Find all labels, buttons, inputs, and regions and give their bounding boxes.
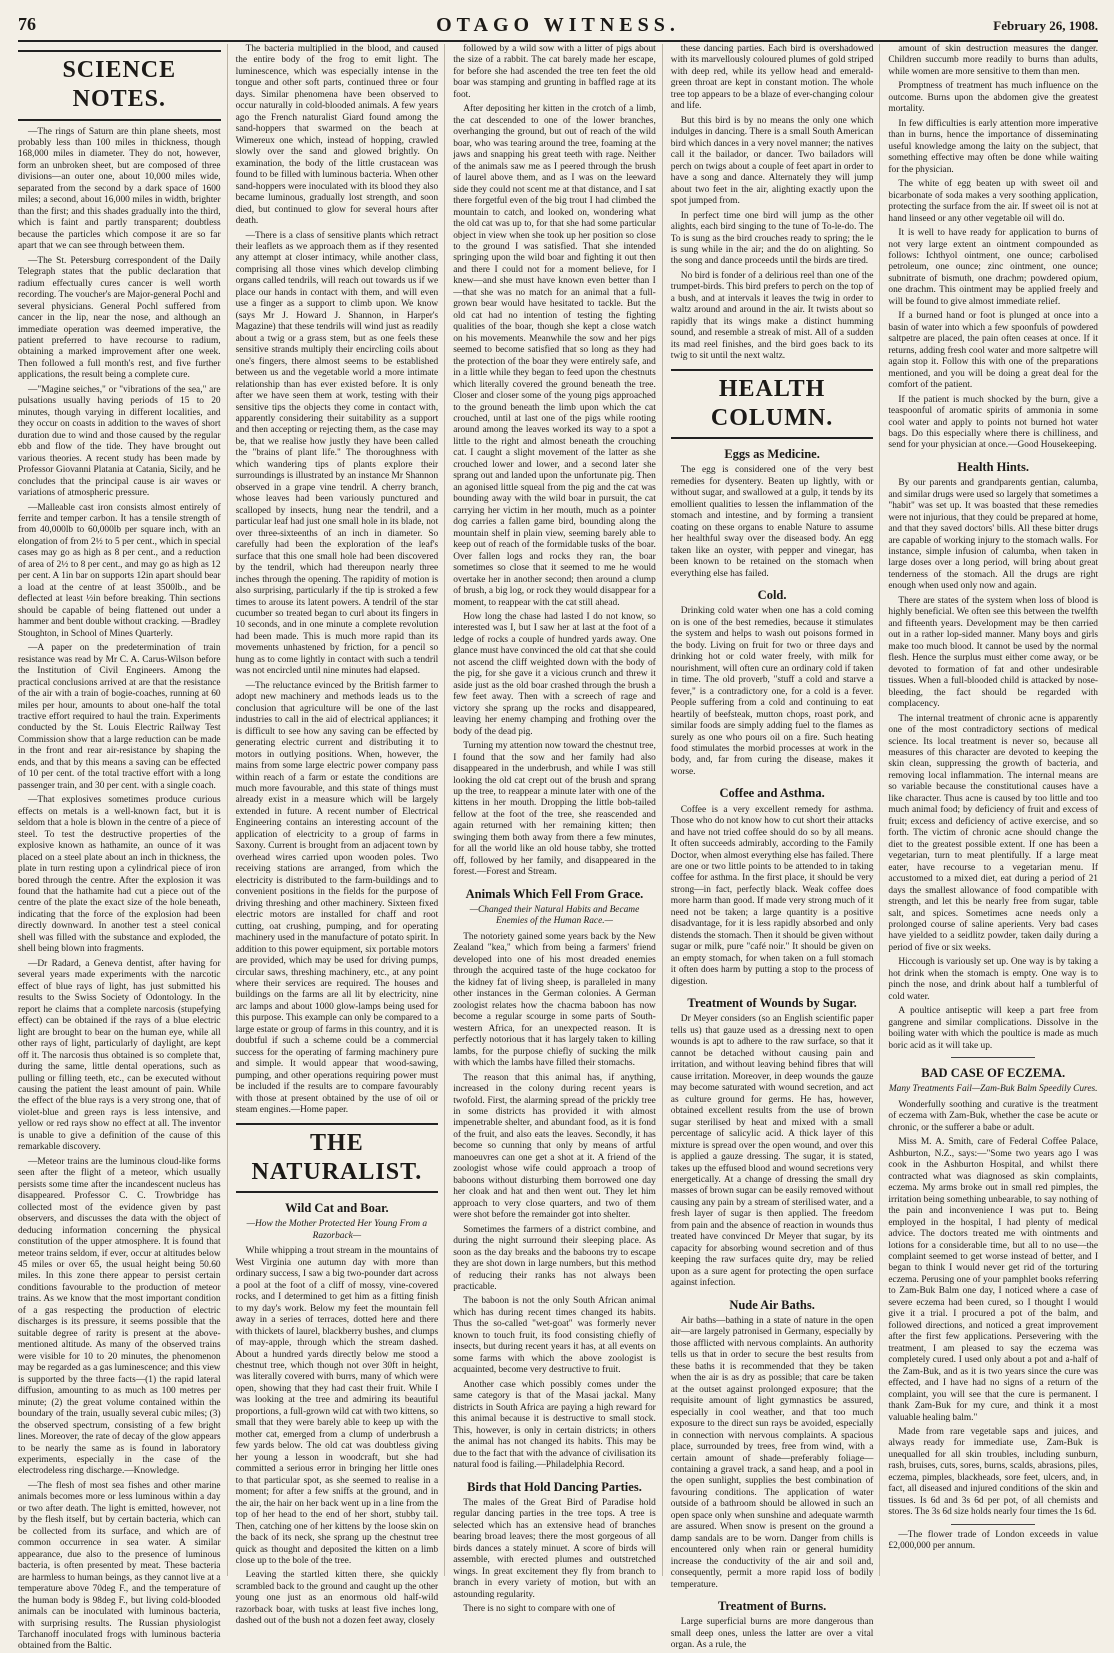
article-paragraph: —The reluctance evinced by the British farmer to adopt new machinery and methods leads us to the conclusion that agriculture will be one of the last industries to call in the aid of electrical appliances; it is difficult to see how any saving can be effected by generating electric current and distributing it to motors in outlying positions. When, however, the mains from some large electric power company pass within reach of a farm or estate the conditions are much more favourable, and this state of things must already exist in a measure which will be largely extended in future. A recent number of Electrical Engineering contains an interesting account of the application of electricity to a group of farms in Saxony. Current is brought from an adjacent town by overhead wires carried upon wooden poles. Two receiving stations are arranged, from which the electricity is distributed to the farm-buildings and to convenient positions in the fields for the purpose of driving threshing and other machinery. Sixteen fixed electric motors are installed for chaff and root cutting, oat crushing, pumping, and for operating machinery used in the manufacture of potato spirit. In addition to this power equipment, six portable motors are provided, which may be used for driving pumps, circular saws, threshing machinery, etc., at any point where their services are required. The houses and buildings on the farms are all lit by electricity, nine arc lamps and about 1000 glow-lamps being used for this purpose. This example can only be compared to a large estate or group of farms in this country, and it is doubtful if such a scheme could be a commercial success for the operating of farming machinery pure and simple. It would appear that wood-sawing, pumping, and other operations requiring power must be included if the results are to compare favourably with those at present obtained by the use of oil or steam engines.—Home paper. (235, 680, 439, 1116)
article-title: Eggs as Medicine. (724, 447, 820, 462)
section-divider (951, 1057, 1035, 1058)
article-title: Nude Air Baths. (729, 1297, 815, 1312)
article-paragraph: Wonderfully soothing and curative is the treatment of eczema with Zam-Buk, whether the case be acute or chronic, or the sufferer a babe or adult. (888, 1099, 1098, 1133)
article-paragraph: The reason that this animal has, if anything, increased in the colony during recent years is twofold. First, the alarming spread of the prickly tree in some districts has provided it with almost impenetrable shelter, and abundant food, as it is fond of the fruit, and also eats the leaves. Secondly, it has become so cunning that only by means of artful manoeuvres can one get a shot at it. A friend of the zoologist whose wife could approach a troop of baboons without disturbing them borrowed one day her cloak and hat and then went out. They let him approach to very close quarters, and two of them were shot before the remainder got into shelter. (453, 1072, 656, 1221)
newspaper-column (235, 44, 446, 1627)
article-paragraph: Promptness of treatment has much influence on the outcome. Burns upon the abdomen give the greatest mortality. (888, 81, 1098, 115)
article-paragraph: Coffee is a very excellent remedy for asthma. Those who do not know how to cut short their attacks and have not tried coffee should do so by all means. It often succeeds admirably, according to the Family Doctor, when almost everything else has failed. There are one or two little points to be attended to in taking coffee for asthma. In the first place, it should be very strong—in fact, perfectly black. Weak coffee does more harm than good. If made very strong much of it need not be taken; a large quantity is a positive disadvantage, for it is less rapidly absorbed and only distends the stomach. Then it should be given without sugar or milk, pure "café noir." It should be given on an empty stomach, for when taken on a full stomach it often does harm by putting a stop to the process of digestion. (670, 804, 874, 987)
article-paragraph: Dr Meyer considers (so an English scientific paper tells us) that gauze used as a dressing next to open wounds is apt to adhere to the raw surface, so that it cannot be detached without causing pain and irritation, and without leaving behind fibres that will cause irritation. Moreover, in deep wounds the gauze may become saturated with wound secretion, and act as culture ground for germs. He has, however, obtained excellent results from the use of brown sugar sterilised by heat and mixed with a small percentage of salicylic acid. A thick layer of this mixture is spread over the open wound, and over this is applied a gauze dressing. The sugar, it is stated, takes up the effused blood and wound secretions very energetically. At a change of dressing the small dry masses of brown sugar can be easily removed without causing any pain by a stream of sterilised water, and a fresh layer of sugar is then applied. The freedom from pain and the absence of reaction in wounds thus treated have convinced Dr Meyer that sugar, by its capacity for absorbing wound secretion and of thus keeping the raw surfaces quite dry, may be relied upon as a sure agent for protecting the open surface against infection. (670, 1014, 874, 1289)
newspaper-columns (18, 44, 1098, 1652)
article-paragraph: Hiccough is variously set up. One way is by taking a hot drink when the stomach is empty. One way is to pinch the nose, and drink about half a tumblerful of cold water. (888, 957, 1098, 1002)
article-paragraph: Air baths—bathing in a state of nature in the open air—are largely patronised in Germany, especially by those afflicted with nervous complaints. An authority tells us that in order to secure the best results from these baths it is recommended that they be taken when the air is as dry as possible; that care be taken at the outset against prolonged exposure; that the requisite amount of light gymnastics be assured, especially in cool weather, and that too much exposure to the direct sun rays be avoided, especially in connection with nervous complaints. A spacious place, surrounded by trees, free from wind, with a certain amount of shade—preferably foliage—containing a gravel track, a sand heap, and a pool in the open sunlight, supplies the best combination of favouring conditions. The application of water outside of a bathroom should be allowed in such an open space only when sunshine and adequate warmth are assured. When snow is present on the ground a damp sandals are to be worn. Danger from chills is encountered only when rain or general humidity increase the conductivity of the air and soil and, consequently, permit a more rapid loss of bodily temperature. (670, 1315, 874, 1590)
article-paragraph: A poultice antiseptic will keep a part free from gangrene and similar complications. Dissolve in the boiling water with which the poultice is made as much boric acid as it will take up. (888, 1006, 1098, 1051)
article-paragraph: Leaving the startled kitten there, she quickly scrambled back to the ground and caught up the other young one just as an enormous old half-wild razorback boar, with tusks at least five inches long, dashed out of the bush not a dozen feet away, closely (235, 1570, 439, 1627)
article-paragraph: It is well to have ready for application to burns of not very large extent an ointment compounded as follows: Ichthyol ointment, one ounce; carbolised petroleum, one ounce; zinc ointment, one ounce; subnitrate of bismuth, one drachm; powdered opium, one drachm. This ointment may be applied freely and will be found to give almost immediate relief. (888, 228, 1098, 307)
article-title: Wild Cat and Boar. (285, 1201, 389, 1216)
article-paragraph: Sometimes the farmers of a district combine, and during the night surround their sleeping place. As soon as the day breaks and the baboons try to escape they are shot down in large numbers, but this method of reducing their ranks has not always been practicable. (453, 1224, 656, 1292)
article-paragraph: While whipping a trout stream in the mountains of West Virginia one autumn day with more than ordinary success, I saw a big two-pounder dart across a pool at the foot of a cliff of mossy, vine-covered rocks, and I determined to get him as a fitting finish to my day's work. Below my feet the mountain fell away in a series of terraces, dotted here and there with thickets of laurel, blackberry bushes, and clumps of may-apple, through which the stream dashed. About a hundred yards directly below me stood a chestnut tree, which though not over 30ft in height, was literally covered with burrs, many of which were open, showing that they had cast their fruit. While I was looking at the tree and admiring its beautiful proportions, a full-grown wild cat with two kittens, so small that they were barely able to keep up with the mother cat, emerged from a clump of underbrush a few yards below. The old cat was doubtless giving her young a lesson in woodcraft, but she had committed a serious error in bringing her little ones to that particular spot, as she seemed to realise in a moment; for after a few sniffs at the ground, and in the air, the hair on her back went up in a line from the top of her head to the end of her short, stubby tail. Then, catching one of her kittens by the loose skin on the back of its neck, she sprang up the chestnut tree quick as thought and deposited the kitten on a limb close up to the bole of the tree. (235, 1246, 439, 1566)
article-paragraph: —The flower trade of London exceeds in value £2,000,000 per annum. (888, 1529, 1098, 1552)
article-title: Animals Which Fell From Grace. (465, 886, 644, 901)
issue-date: February 26, 1908. (993, 18, 1098, 33)
article-paragraph: The notoriety gained some years back by the New Zealand "kea," which from being a farmers' friend developed into one of his most dreaded enemies through the acquired taste of the huge cockatoo for the kidney fat of living sheep, is paralleled in many other instances in the German colonies. A German zoologist relates how the chacma baboon has now become a regular scourge in some parts of South-western Africa, for an unexpected reason. It is perfectly notorious that it has largely taken to killing lambs, for the purpose chiefly of sucking the milk with which the lambs have filled their stomachs. (453, 931, 656, 1069)
article-title: Treatment of Wounds by Sugar. (687, 996, 857, 1011)
newspaper-column (670, 44, 881, 1651)
section-divider (951, 1524, 1035, 1525)
article-paragraph: The egg is considered one of the very best remedies for dysentery. Beaten up lightly, with or without sugar, and swallowed at a gulp, it tends by its emollient qualities to lessen the inflammation of the stomach and intestine, and by forming a transient coating on these organs to enable Nature to assume her healthful sway over the diseased body. An egg taken like an oyster, with pepper and vinegar, has been known to be retained on the stomach when everything else has failed. (670, 465, 874, 579)
article-paragraph: these dancing parties. Each bird is overshadowed with its marvellously coloured plumes of gold striped with deep red, while its yellow head and emerald-green throat are kept in constant motion. The whole tree top appears to be a blaze of ever-changing colour and life. (670, 44, 874, 112)
masthead (18, 14, 1098, 42)
article-paragraph: There are states of the system when loss of blood is highly beneficial. We often see this between the twelfth and fifteenth years. Development may be then carried out in a rather lop-sided manner. Many boys and girls make too much blood. It cannot be used by the normal flesh. Hence the surplus must either come away, or be devoted to formation of fat and other undesirable tissues. When a full-blooded child is attacked by nose-bleeding, the fact should be regarded with complacency. (888, 595, 1098, 710)
page-number: 76 (18, 14, 36, 34)
article-paragraph: How long the chase had lasted I do not know, so interested was I, but I saw her at last at the foot of a ledge of rocks a couple of hundred yards away. One glance must have convinced the old cat that she could not ascend the cliff weighted down with the body of the pig, for she gave it a vicious crunch and threw it aside just as the old boar crashed through the brush a few feet away. Then with a screech of rage and victory she sprang up the rocks and disappeared, leaving her enemy champing and frothing over the body of the dead pig. (453, 611, 656, 737)
article-paragraph: Miss M. A. Smith, care of Federal Coffee Palace, Ashburton, N.Z., says:—"Some two years ago I was cook in the Ashburton Hospital, and whilst there contracted what was diagnosed as skin complaints, eczema. My arms broke out in small red pimples, the irritation being something unbearable, to say nothing of the pain and inconvenience I was put to. Being employed in the hospital, I had plenty of medical advice. The doctors treated me with ointments and lotions for a considerable time, but all to no use—the complaint seemed to get worse instead of better, and I began to think I would never get rid of the torturing eczema. Perusing one of your pamphlet books referring to Zam-Buk Balm one day, I noticed where a case of severe eczema had been cured, so I thought I would give it a trial. I procured a pot of the balm, and followed directions, and noticed a great improvement after the first few applications. Persevering with the treatment, I am pleased to say the eczema was completely cured. I used only about a pot and a-half of the Zam-Buk, and as it is two years since the cure was effected, and I have had no signs of a return of the complaint, you will see that the cure is permanent. I thank Zam-Buk for my cure, and think it a most valuable healing balm." (888, 1137, 1098, 1423)
article-paragraph: Another case which possibly comes under the same category is that of the Masai jackal. Many districts in South Africa are paying a high reward for this animal because it is destructive to small stock. This, however, is only in certain districts; in others the animal has not changed its habits. This may be due to the fact that with the advance of civilisation its natural food is failing.—Philadelphia Record. (453, 1379, 656, 1471)
article-paragraph: In perfect time one bird will jump as the other alights, each bird singing to the tune of To-le-do. The To is sung as the bird crouches ready to spring; the le is sung while in the air; and the do on alighting. So the song and dance proceeds until the birds are tired. (670, 210, 874, 267)
article-paragraph: The internal treatment of chronic acne is apparently one of the most contradictory sections of medical science. Its local treatment is never so, because all measures of this character are devoted to keeping the skin clean, suppressing the growth of bacteria, and removing local inflammation. The internal means are so variable because the constitutional causes have a like character. Thus acne is caused by too little and too much animal food; by deficiency of fruit and excess of fruit; excess and deficiency of active exercise, and so forth. The victim of chronic acne should change the diet to the greatest possible extent. If one has been a vegetarian, turn to meat plentifully. If a large meat eater, have recourse to a vegetarian menu. If accustomed to a mixed diet, eat during a period of 21 days the smallest allowance of food compatible with strength, and let this be nearly free from sugar, table salt, and spices. Sometimes acne needs only a prolonged course of saline aperients. Very bad cases have yielded to a seidlitz powder, taken daily during a period of five or six weeks. (888, 713, 1098, 953)
section-heading: HEALTH COLUMN. (671, 369, 874, 440)
article-subtitle: Many Treatments Fail—Zam-Buk Balm Speedily Cures. (888, 1084, 1098, 1095)
article-paragraph: —Meteor trains are the luminous cloud-like forms seen after the flight of a meteor, which usually persists some time after the incandescent nucleus has disappeared. Professor C. C. Trowbridge has collected most of the evidence given by past observers, and discusses the data with the object of deducing information concerning the physical constitution of the upper atmosphere. It is found that meteor trains seldom, if ever, occur at altitudes below 45 miles or over 65, the usual height being 50.60 miles. In this zone there appear to persist certain conditions favourable to the production of meteor trains. As we know that the most important condition of a gas respecting the production of electric discharges is its pressure, it seems possible that the suitable degree of rarity is present at the above-mentioned altitude. As many of the observed trains were visible for 10 to 20 minutes, the phenomenon may be regarded as a gas luminescence; and this view is supported by the three facts—(1) the rapid lateral diffusion, amounting to as much as 100 metres per minute; (2) the great volume contained within the boundary of the train, usually several cubic miles; (3) the observed spectrum, consisting of a few bright lines. Moreover, the rate of decay of the glow appears to be nearly the same as is found in laboratory experiments, especially in the case of the electrodeless ring discharge.—Knowledge. (18, 1156, 221, 1477)
article-paragraph: Drinking cold water when one has a cold coming on is one of the best remedies, because it stimulates the system and helps to wash out poisons formed in the body. Living on fruit for two or three days and drinking hot or cold water freely, with milk for nourishment, will often cure an ordinary cold if taken in time. The old proverb, "stuff a cold and starve a fever," is a contradictory one, for a cold is a fever. People suffering from a cold and continuing to eat heartily of beefsteak, mutton chops, roast pork, and similar foods are simply adding fuel to the flames as surely as one who pours oil on a fire. Such heating food stimulates the morbid processes at work in the body, and, far from curing the disease, makes it worse. (670, 606, 874, 777)
article-paragraph: —That explosives sometimes produce curious effects on metals is a well-known fact, but it is seldom that a hole is blown in the centre of a piece of steel. To test the destructive properties of the explosive known as hathamite, an ounce of it was placed on a steel plate about an inch in thickness, the plate in turn resting upon a cylindrical piece of iron bored through the centre. After the explosion it was found that the hathamite had cut a piece out of the centre of the plate the exact size of the hole beneath, indicating that the force of the explosion had been directly downward. In another test a steel conical shell was filled with the substance and exploded, the shell being blown into fragments. (18, 795, 221, 955)
article-paragraph: The males of the Great Bird of Paradise hold regular dancing parties in the tree tops. A tree is selected which has an extensive head of branches bearing broad leaves; there the most gorgeous of all birds dances a stately minuet. A score of birds will assemble, with erected plumes and outstretched wings. In great excitement they fly from branch to branch in every variety of motion, but with an astounding regularity. (453, 1497, 656, 1600)
article-paragraph: By our parents and grandparents gentian, calumba, and similar drugs were used so largely that sometimes a "habit" was set up. It was boasted that these remedies were not injurious, that they could be prepared at home, and that they saved doctors' bills. All these bitter drugs are capable of working injury to the stomach walls. For instance, simple infusion of calumba, when taken in large doses over a long period, will bring about great tenderness of the stomach. All the drugs are right enough when used only now and again. (888, 478, 1098, 592)
article-title: Cold. (757, 588, 787, 603)
article-paragraph: There is no sight to compare with one of (463, 1603, 616, 1614)
article-title: Coffee and Asthma. (719, 786, 825, 801)
article-subtitle: —How the Mother Protected Her Young From a Razorback— (246, 1219, 428, 1241)
article-paragraph: —"Magine seiches," or "vibrations of the sea," are pulsations usually having periods of 15 to 20 minutes, though varying in different localities, and they occur on coasts in addition to the waves of short duration due to wind and those caused by the regular ebb and flow of the tide. They have brought out various theories. A recent study has been made by Professor Giovanni Platania at Catania, Sicily, and he concludes that the principal cause is air waves or variations of atmospheric pressure. (18, 384, 221, 499)
article-paragraph: amount of skin destruction measures the danger. Children succumb more readily to burns than adults, while women are more sensitive to them than men. (888, 44, 1098, 77)
article-paragraph: —The rings of Saturn are thin plane sheets, most probably less than 100 miles in thickness, though 168,000 miles in diameter. They do not, however, form an unbroken sheet, but are composed of three divisions—an outer one, about 10,000 miles wide, separated from the second by a dark space of 1600 miles; a second, about 16,000 miles in width, brighter than the first; and this shades gradually into the third, which is faint and partly transparent; doubtless because the particles which compose it are so far apart that we can see through between them. (18, 126, 221, 252)
article-subtitle: —Changed their Natural Habits and Became Enemies of the Human Race.— (469, 905, 640, 927)
article-title: BAD CASE OF ECZEMA. (921, 1066, 1066, 1081)
article-title: Birds that Hold Dancing Parties. (467, 1479, 642, 1494)
article-paragraph: After depositing her kitten in the crotch of a limb, the cat descended to one of the lower branches, overhanging the ground, but out of reach of the wild boar, who was tearing around the tree, foaming at the jaws and snapping his great teeth with rage. Neither of the animals saw me as I peered through the brush of laurel above them, and as I was on the leeward side they could not scent me at that distance, and I sat there forgetful even of the big trout I had climbed the mountain to catch, and looked on, wondering what the old cat was up to, for that she had some particular object in view when she took up her position so close to the ground I was satisfied. That she intended springing upon the wild boar and fighting it out then and there I could not for a moment believe, for I knew—and she must have known even better than I—that she was no match for an animal that a full-grown bear would have hesitated to tackle. But the old cat had no intention of testing the fighting qualities of the boar, though she kept a close watch on his movements. Meanwhile the sow and her pigs seemed to become satisfied that so long as they had the protection of the boar they were entirely safe, and in a little while they began to feed upon the chestnuts which literally covered the ground beneath the tree. Closer and closer some of the young pigs approached to the ground beneath the limb upon which the cat crouched, until at last one of the pigs while rooting around among the leaves worked its way to a spot a little to the right and almost beneath the crouching cat. I caught a slight movement of the latter as she crouched lower and lower, and a second later she sprang out and landed upon the unfortunate pig. Then an agonised little squeal from the pig and the cat was bounding away with the wild boar in pursuit, the cat carrying her victim in her mouth, much as a pointer dog carries a fallen game bird, bounding along the mountain shelf in plain view, seeming barely able to keep out of reach of the formidable tusks of the boar. Over fallen logs and rocks they ran, the boar sometimes so close that it seemed to me he would overtake her in another second; then around a clump of brush, a big log, or rock they would disappear for a moment, to reappear with the cat still ahead. (453, 104, 656, 608)
article-paragraph: Made from rare vegetable saps and juices, and always ready for immediate use, Zam-Buk is unequalled for all skin troubles, including sunburn, rash, bruises, cuts, sores, burns, scalds, abrasions, piles, eczema, pimples, blackheads, sore feet, ulcers, and, in fact, all diseased and injured conditions of the skin and tissues. Is 6d and 3s 6d per pot, of all chemists and stores. The 3s 6d size holds nearly four times the 1s 6d. (888, 1427, 1098, 1518)
article-paragraph: The bacteria multiplied in the blood, and caused the entire body of the frog to emit light. The luminescence, which was especially intense in the tongue and other soft parts, continued three or four days. Similar phenomena have been observed to occur naturally in cold-blooded animals. A few years ago the French naturalist Giard found among the sand-hoppers that swarmed on the beach at Wimereux one which, instead of hopping, crawled slowly over the sand and glowed brightly. On examination, the body of the little crustacean was found to be filled with luminous bacteria. When other sand-hoppers were inoculated with its blood they also became luminous, gradually lost strength, and soon died, but continued to glow for several hours after death. (235, 44, 439, 227)
article-title: Health Hints. (957, 459, 1029, 474)
newspaper-column (888, 44, 1098, 1576)
article-paragraph: The baboon is not the only South African animal which has during recent times changed its habits. Thus the so-called "wet-goat" was formerly never known to touch fruit, its food consisting chiefly of insects, but during recent years it has, at all events on some farms with which the above zoologist is acquainted, become very destructive to fruit. (453, 1296, 656, 1376)
newspaper-column (453, 44, 663, 1614)
article-paragraph: The white of egg beaten up with sweet oil and bicarbonate of soda makes a very soothing application, protecting the surface from the air. If sweet oil is not at hand linseed or any other vegetable oil will do. (888, 179, 1098, 224)
article-paragraph: In few difficulties is early attention more imperative than in burns, hence the importance of disseminating useful knowledge among the laity on the subject, that something effective may often be done while waiting for the physician. (888, 118, 1098, 175)
article-paragraph: If the patient is much shocked by the burn, give a teaspoonful of aromatic spirits of ammonia in some cool water and apply to points not burned hot water bags. Do this especially where there is chilliness, and send for your physician at once.—Good Housekeeping. (888, 394, 1098, 451)
article-title: Treatment of Burns. (717, 1599, 827, 1614)
article-paragraph: —Malleable cast iron consists almost entirely of ferrite and temper carbon. It has a tensile strength of from 40,000lb to 60,000lb per square inch, with an elongation of from 2½ to 5 per cent., which in special cases may go as high as 8 per cent., and a reduction of area of 2½ to 8 per cent., and may go as high as 12 per cent. A 1in bar on supports 12in apart should bear a load at the centre of at least 3500lb., and be deflected at least ½in before breaking. Thin sections should be capable of being flattened out under a hammer and bent double without cracking. —Bradley Stoughton, in School of Mines Quarterly. (18, 502, 221, 639)
article-paragraph: Large superficial burns are more dangerous than small deep ones, unless the latter are over a vital organ. As a rule, the (670, 1617, 874, 1651)
section-heading: THE NATURALIST. (236, 1123, 439, 1194)
article-paragraph: —There is a class of sensitive plants which retract their leaflets as we approach them as if they resented any attempt at closer intimacy, while another class, comprising all those vines which develop climbing organs called tendrils, will reach out towards us if we place our hands in contact with them, and will even use a finger as a support to climb upon. We know (says Mr J. Howard J. Shannon, in Harper's Magazine) that these tendrils will wind just as readily about a twig or a grass stem, but as one feels these sensitive strands multiply their encircling coils about one's fingers, there almost seems to be established between us and the vegetable world a more intimate relationship than has ever existed before. It is only after we have seen them at work, testing with their sensitive tips the objects they come in contact with, apparently considering their suitability as a support and then accepting or rejecting them, as the case may be, that we realise how justly they have been called the "brains of plant life." The thoroughness with which wandering tips of plants explore their surroundings is illustrated by an instance Mr Shannon observed in a grape vine tendril. A cherry branch, whose leaves had been variously punctured and scalloped by insects, hung near the tendril, and a particular leaf had just one small hole in its blade, not over three-sixteenths of an inch in diameter. So carefully had been the exploration of the leaf's surface that this one small hole had been discovered by the tendril, which had thereupon nearly three inches through the opening. The rapidity of motion is also surprising, particularly if the tip is stroked a few times to arouse its latent powers. A tendril of the star cucumber so treated began to curl about its fingers in 10 seconds, and in one minute a complete revolution had been made. This is much more rapid than its movements unhastened by friction, for a pencil so hung as to come lightly in contact with such a tendril was not encircled until nine minutes had elapsed. (235, 230, 439, 677)
article-paragraph: No bird is fonder of a delirious reel than one of the trumpet-birds. This bird prefers to perch on the top of a bush, and at intervals it leaves the twig in order to waltz around and around in the air. It twists about so rapidly that its wings make a distinct humming sound, and resemble a streak of mist. All of a sudden its mad reel finishes, and the bird goes back to its twig to sit until the next waltz. (670, 270, 874, 362)
article-paragraph: Turning my attention now toward the chestnut tree, I found that the sow and her family had also disappeared in the underbrush, and while I was still looking the old cat crept out of the brush and sprang up the tree, to reappear a minute later with one of the kittens in her mouth. Dropping the little bob-tailed fellow at the foot of the tree, she reascended and again returned with her remaining kitten; then swinging them both away from there a few minutes, for all the world like an old house tabby, she trotted off, followed by her family, and disappeared in the forest.—Forest and Stream. (453, 741, 656, 878)
article-paragraph: But this bird is by no means the only one which indulges in dancing. There is a small South American bird which dances in a very novel manner; the natives call it the bailador, or dancer. Two bailadors will perch on twigs about a couple of feet apart in order to have a song and dance. Alternately they will jump about two feet in the air, alighting exactly upon the spot jumped from. (670, 115, 874, 207)
article-paragraph: —Dr Radard, a Geneva dentist, after having for several years made experiments with the narcotic effect of blue rays of light, has just submitted his results to the Swiss Society of Odontology. In the report he claims that a complete narcosis (stupefying effect) can be obtained if the rays of a blue electric light are brought to bear on the human eye, while all other rays of light, particularly of daylight, are kept off it. The narcosis thus obtained is so complete that, during the same, little dental operations, such as pulling or filling teeth, etc., can be executed without causing the patient the least amount of pain. While the effect of the blue rays is a very strong one, that of violet-blue and green rays is less intensive, and yellow or red rays show no effect at all. The inventor is unable to give a definition of the cause of this remarkable discovery. (18, 958, 221, 1153)
article-paragraph: —A paper on the predetermination of train resistance was read by Mr C. A. Carus-Wilson before the Institution of Civil Engineers. Among the practical conclusions arrived at are that the resistance of the air with a train of bogie-coaches, running at 60 miles per hour, amounts to about one-half the total tractive effort required to haul the train. Experiments conducted by the St. Louis Electric Railway Test Commission show that a large reduction can be made in the front and rear air-resistance by shaping the ends, and that by this means a saving can be effected of 10 per cent. of the total tractive effort with a long passenger train, and 30 per cent. with a single coach. (18, 643, 221, 791)
newspaper-column (18, 44, 228, 1652)
newspaper-title: OTAGO WITNESS. (436, 14, 680, 36)
article-paragraph: If a burned hand or foot is plunged at once into a basin of water into which a few spoonfuls of powdered saltpetre are placed, the pain often ceases at once. If it returns, adding fresh cool water and more saltpetre will again stop it. Follow this with one of the preparations mentioned, and you will be doing a great deal for the comfort of the patient. (888, 311, 1098, 391)
article-paragraph: followed by a wild sow with a litter of pigs about the size of a rabbit. The cat barely made her escape, for before she had ascended the tree ten feet the old boar was stamping and grunting in baffled rage at its foot. (453, 44, 656, 100)
article-paragraph: —The flesh of most sea fishes and other marine animals becomes more or less luminous within a day or two after death. The light is emitted, however, not by the flesh itself, but by certain bacteria, which can be collected from its surface, and which are of common occurrence in sea water. A similar appearance, due also to the presence of luminous bacteria, is often presented by meat. These bacteria are harmless to human beings, as they cannot live at a temperature above 70deg F., and the temperature of the human body is 98deg F., but living cold-blooded animals can be inoculated with luminous bacteria, with surprising results. The Russian physiologist Tarchanoff inoculated frogs with luminous bacteria obtained from the Baltic. (18, 1480, 221, 1652)
section-heading: SCIENCE NOTES. (18, 50, 221, 121)
article-paragraph: —The St. Petersburg correspondent of the Daily Telegraph states that the public declaration that radium effectually cures cancer is well worth recording. The voucher's are Major-general Pochl and several physicians. General Pochl suffered from cancer in the lip, near the nose, and although an immediate operation was deemed imperative, the patient preferred to have recourse to radium, obtaining a marked improvement after one week. Then followed a full month's rest, and five further applications, the result being a complete cure. (18, 255, 221, 381)
